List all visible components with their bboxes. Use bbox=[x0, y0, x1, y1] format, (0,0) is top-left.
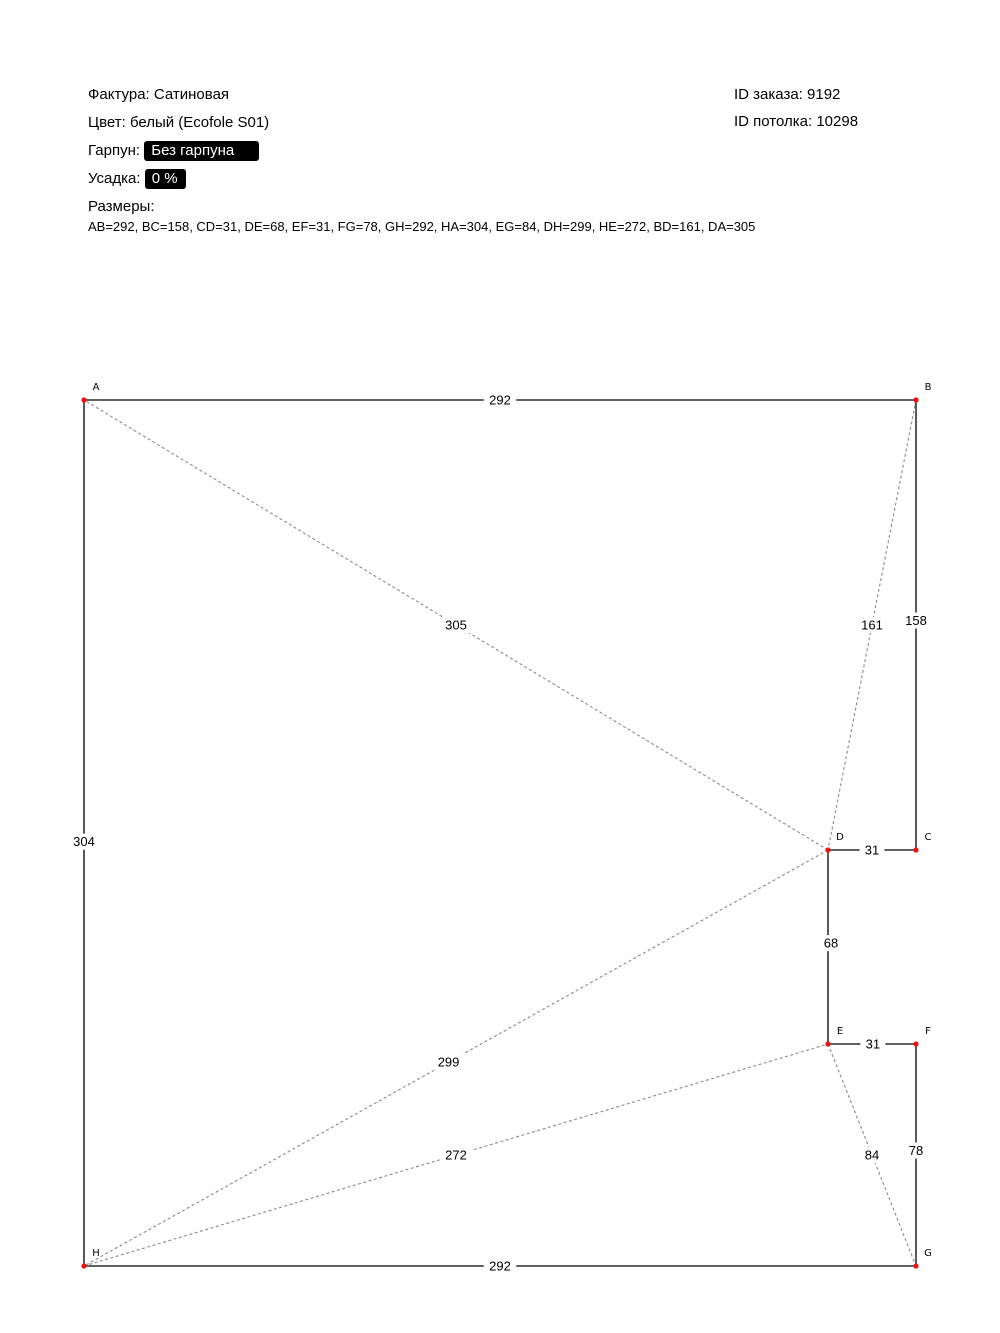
length-label-gh: 292 bbox=[489, 1258, 511, 1274]
sides-layer bbox=[84, 400, 916, 1266]
vertex-label-e: E bbox=[836, 1026, 844, 1037]
harpoon-label: Гарпун: bbox=[88, 142, 141, 159]
length-label-ef: 31 bbox=[865, 1036, 881, 1052]
length-label-ab: 292 bbox=[489, 392, 511, 408]
ceiling-id-label: ID потолка: bbox=[734, 113, 813, 130]
length-label-dh: 299 bbox=[437, 1054, 460, 1070]
sizes-list: AB=292, BC=158, CD=31, DE=68, EF=31, FG=78, GH=292, HA=304, EG=84, DH=299, HE=272, BD=161, DA=305 bbox=[88, 219, 756, 234]
vertex-label-c: C bbox=[924, 832, 932, 843]
order-id-value: 9192 bbox=[807, 86, 841, 103]
texture-value: Сатиновая bbox=[153, 86, 230, 103]
vertex-point-d bbox=[825, 847, 830, 852]
shrink-label: Усадка: bbox=[88, 170, 141, 187]
order-id-label: ID заказа: bbox=[734, 86, 803, 103]
vertex-point-a bbox=[81, 397, 86, 402]
vertex-label-h: H bbox=[92, 1248, 100, 1259]
labels-layer bbox=[68, 392, 933, 1274]
texture-label: Фактура: bbox=[88, 86, 150, 103]
vertex-label-b: B bbox=[924, 382, 932, 393]
length-label-da: 305 bbox=[445, 617, 467, 633]
length-label-ha: 304 bbox=[73, 834, 95, 850]
vertex-point-b bbox=[913, 397, 918, 402]
sizes-label: Размеры: bbox=[88, 198, 155, 215]
vertex-point-c bbox=[913, 847, 918, 852]
length-label-de: 68 bbox=[823, 935, 839, 951]
vertex-point-h bbox=[81, 1263, 86, 1268]
diagonals-layer bbox=[84, 400, 916, 1266]
length-label-bd: 161 bbox=[861, 617, 883, 633]
vertex-point-g bbox=[913, 1263, 918, 1268]
vertex-point-f bbox=[913, 1041, 918, 1046]
color-value: белый (Ecofole S01) bbox=[129, 114, 270, 131]
length-label-eg: 84 bbox=[864, 1147, 880, 1163]
length-label-bc: 158 bbox=[905, 613, 927, 628]
vertex-point-e bbox=[825, 1041, 830, 1046]
length-label-he: 272 bbox=[445, 1147, 467, 1163]
length-label-cd: 31 bbox=[864, 842, 880, 858]
vertex-label-a: A bbox=[92, 382, 100, 393]
vertex-label-g: G bbox=[924, 1248, 932, 1259]
shrink-badge: 0 % bbox=[145, 169, 186, 189]
length-label-fg: 78 bbox=[908, 1143, 924, 1159]
vertex-label-f: F bbox=[925, 1026, 931, 1037]
vertices-layer bbox=[81, 382, 931, 1269]
vertex-label-d: D bbox=[836, 832, 844, 843]
harpoon-badge: Без гарпуна bbox=[144, 141, 259, 161]
ceiling-id-value: 10298 bbox=[816, 113, 859, 130]
color-label: Цвет: bbox=[88, 114, 126, 131]
